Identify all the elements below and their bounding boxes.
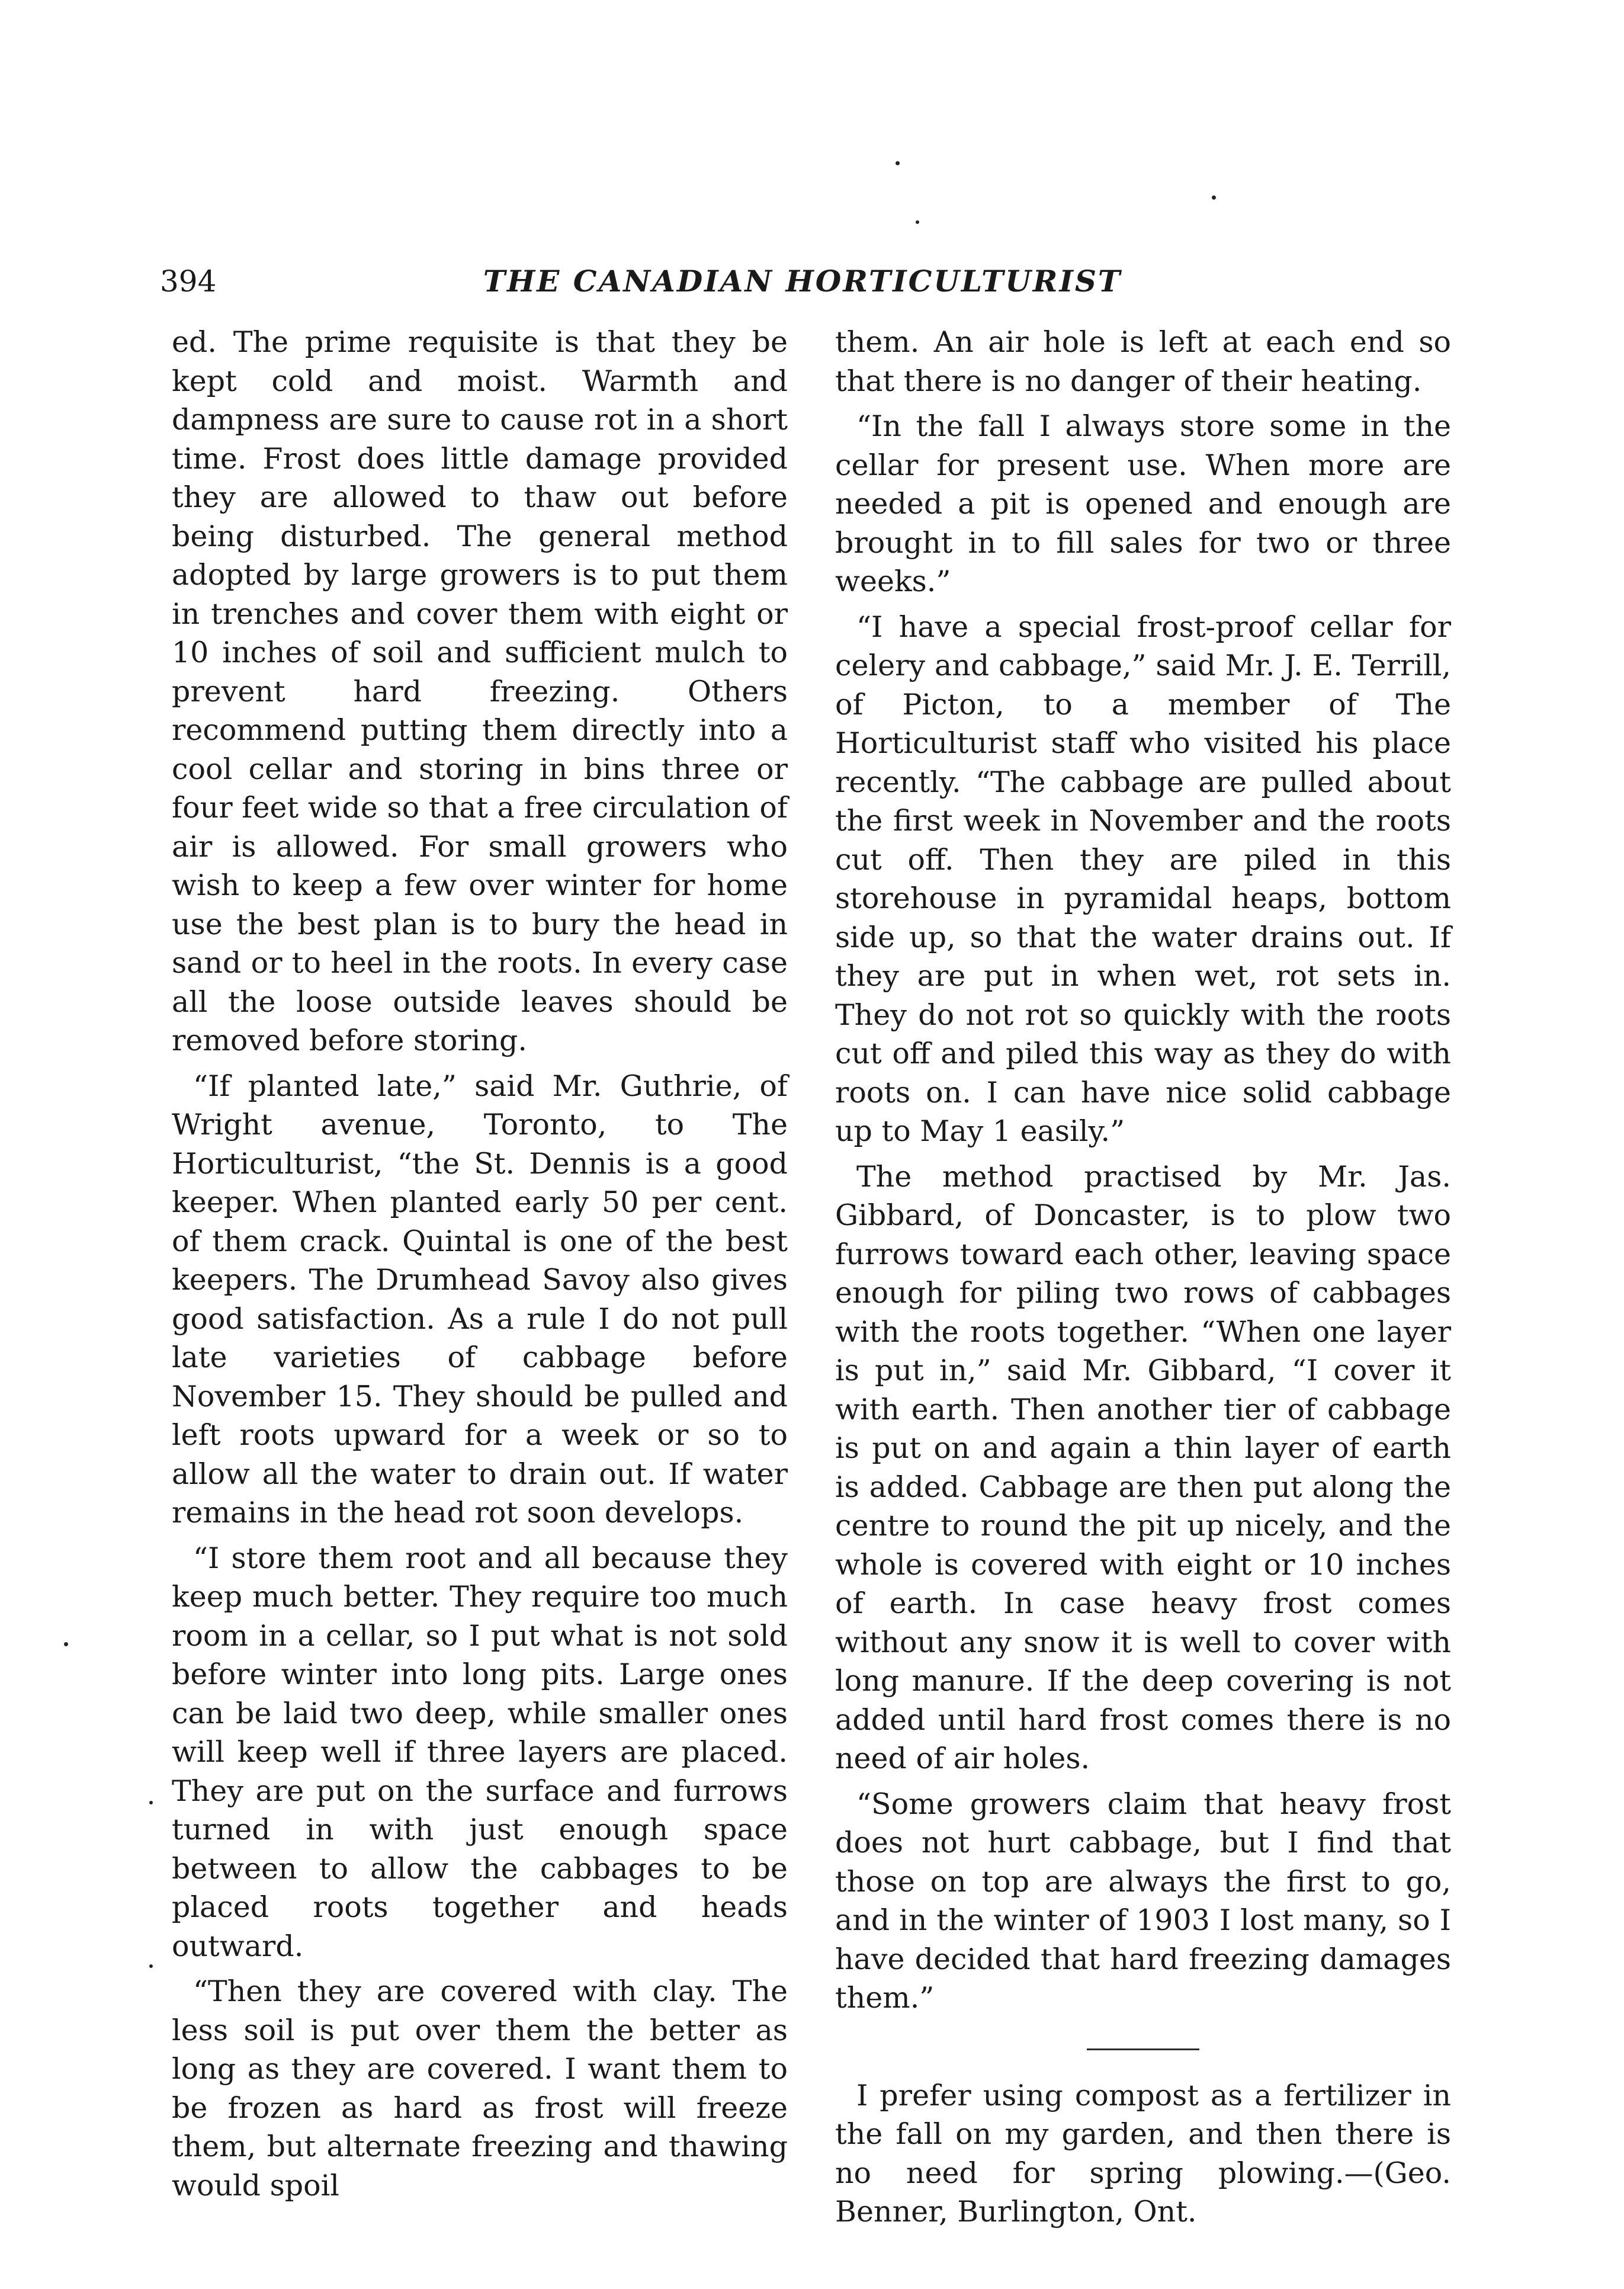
paragraph: them. An air hole is left at each end so that there is no danger of their heating. bbox=[835, 325, 1451, 398]
paragraph: “I have a special frost-proof cellar for celery and cabbage,” said Mr. J. E. Terrill, of Picton, to a member of The Horticulturist staff who visited his place recently. “The cabbage are pulled about the first week in November and the roots cut off. Then they are piled in this storehouse in pyramidal heaps, bottom side up, so that the water drains out. If they are put in when wet, rot sets in. They do not rot so quickly with the roots cut off and piled this way as they do with roots on. I can have nice solid cabbage up to May 1 easily.” bbox=[835, 610, 1451, 1148]
closing-note: I prefer using compost as a fertilizer in the fall on my garden, and then there is no need for spring plowing.—(Geo. Benner, Burlington, Ont. bbox=[835, 2078, 1451, 2229]
paragraph: “I store them root and all because they keep much better. They require too much room in a cellar, so I put what is not sold before winter into long pits. Large ones can be laid two deep, while smaller ones will keep well if three layers are placed. They are put on the surface and furrows turned in with just enough space between to allow the cabbages to be placed roots together and heads outward. bbox=[172, 1541, 788, 1963]
left-column bbox=[172, 323, 788, 2211]
paragraph: “Some growers claim that heavy frost does not hurt cabbage, but I find that those on top are always the first to go, and in the winter of 1903 I lost many, so I have decided that hard freezing damages them.” bbox=[835, 1787, 1451, 2015]
print-speck bbox=[149, 1964, 153, 1968]
section-divider bbox=[1087, 2048, 1199, 2050]
print-speck bbox=[896, 161, 900, 165]
print-speck bbox=[64, 1642, 68, 1646]
paragraph: “Then they are covered with clay. The less soil is put over them the better as long as they are covered. I want them to be frozen as hard as frost will freeze them, but alternate freezing and thawing would spoil bbox=[172, 1974, 788, 2203]
print-speck bbox=[916, 220, 919, 224]
right-column bbox=[835, 323, 1451, 2238]
page-number: 394 bbox=[160, 264, 217, 299]
paragraph: “In the fall I always store some in the cellar for present use. When more are needed a pit is opened and enough are brought in to fill sales for two or three weeks.” bbox=[835, 409, 1451, 598]
paragraph: “If planted late,” said Mr. Guthrie, of Wright avenue, Toronto, to The Horticulturist, “the St. Dennis is a good keeper. When planted early 50 per cent. of them crack. Quintal is one of the best keepers. The Drumhead Savoy also gives good satisfaction. As a rule I do not pull late varieties of cabbage before November 15. They should be pulled and left roots upward for a week or so to allow all the water to drain out. If water remains in the head rot soon develops. bbox=[172, 1069, 788, 1530]
paragraph: The method practised by Mr. Jas. Gibbard, of Doncaster, is to plow two furrows toward each other, leaving space enough for piling two rows of cabbages with the roots together. “When one layer is put in,” said Mr. Gibbard, “I cover it with earth. Then another tier of cabbage is put on and again a thin layer of earth is added. Cabbage are then put along the centre to round the pit up nicely, and the whole is covered with eight or 10 inches of earth. In case heavy frost comes without any snow it is well to cover with long manure. If the deep covering is not added until hard frost comes there is no need of air holes. bbox=[835, 1159, 1451, 1775]
paragraph: ed. The prime requisite is that they be kept cold and moist. Warmth and dampness are sure to cause rot in a short time. Frost does little damage provided they are allowed to thaw out before being disturbed. The general method adopted by large growers is to put them in trenches and cover them with eight or 10 inches of soil and sufficient mulch to prevent hard freezing. Others recommend putting them directly into a cool cellar and storing in bins three or four feet wide so that a free circulation of air is allowed. For small growers who wish to keep a few over winter for home use the best plan is to bury the head in sand or to heel in the roots. In every case all the loose outside leaves should be removed before storing. bbox=[172, 325, 788, 1057]
journal-title: THE CANADIAN HORTICULTURIST bbox=[483, 264, 1122, 299]
running-header bbox=[160, 255, 1445, 308]
print-speck bbox=[1212, 195, 1216, 200]
print-speck bbox=[149, 1801, 153, 1804]
